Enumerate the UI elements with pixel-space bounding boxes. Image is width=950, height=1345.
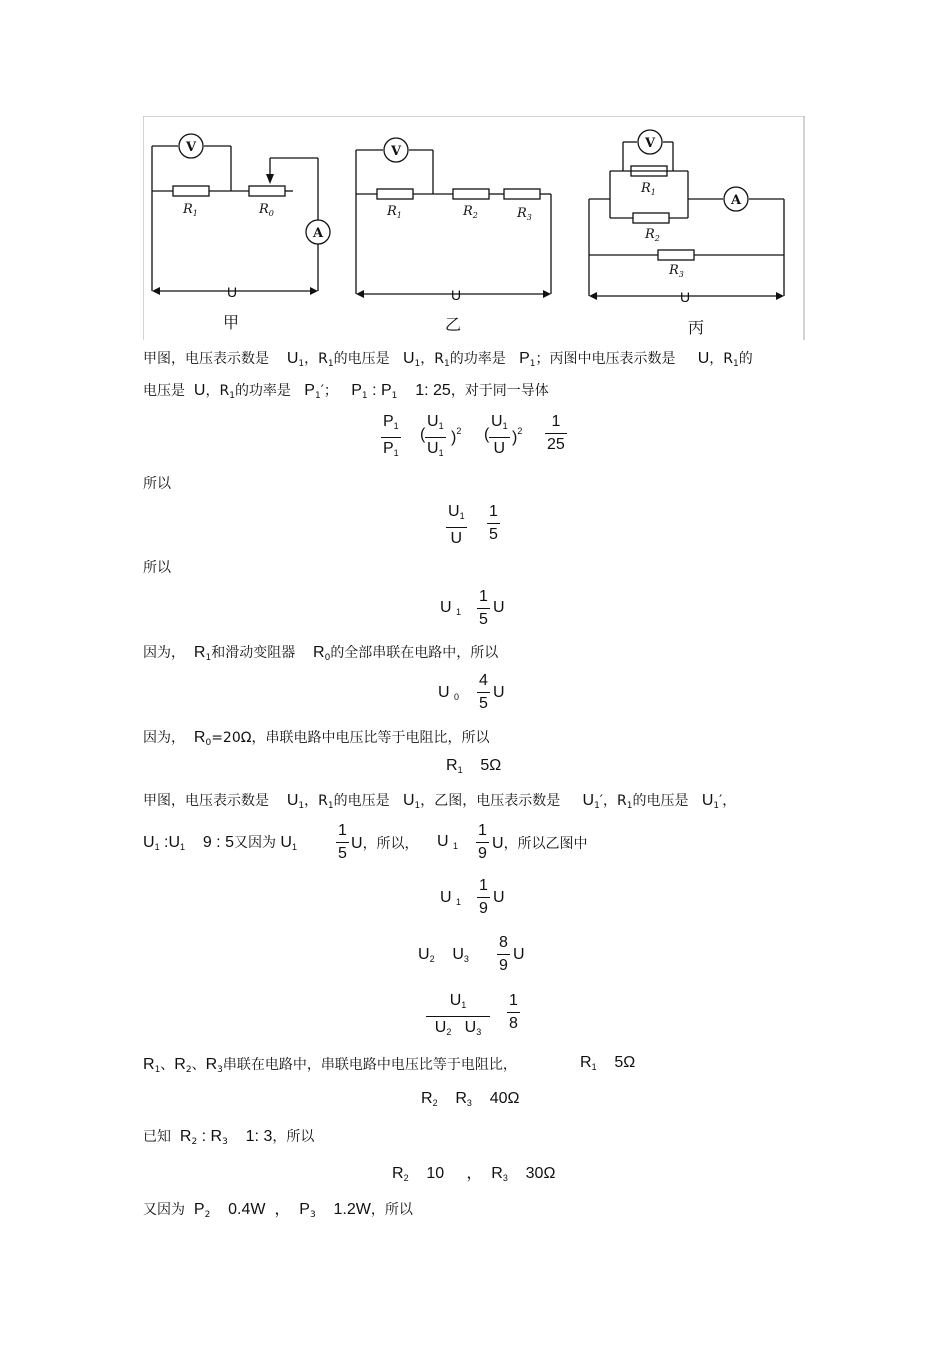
r0-label-jia: $R_0$ — [259, 202, 274, 218]
eq12: $R_2$ 10 ， $R_3$ 30Ω — [392, 1165, 556, 1183]
eq9-frac-right: $\frac{1}{8}$ — [509, 992, 518, 1032]
ammeter-label-jia: A — [312, 226, 324, 241]
eq4-u: U — [493, 684, 505, 701]
eq1-paren-open-2: ( — [484, 426, 490, 443]
eq1-frac-u1-u: $\frac{U_1}{U}$ — [491, 413, 508, 457]
eq1-frac-p: $\frac{P_1}{P_1}$ — [383, 413, 399, 458]
ammeter-label-bing: A — [730, 193, 742, 208]
eq4-left: U $_0$ — [438, 684, 460, 702]
text-suoyi-1: 所以 — [143, 476, 171, 492]
u-label-jia: U — [226, 284, 238, 300]
eq6-u-a: U，所以， — [351, 835, 419, 852]
eq6-u-b: U，所以乙图中 — [492, 835, 588, 852]
r2-label-bing: $R_2$ — [645, 227, 660, 243]
eq10: $R_1$ 5Ω — [580, 1054, 636, 1072]
r1-label-jia: $R_1$ — [183, 202, 198, 218]
eq7-left: U $_1$ — [440, 889, 462, 907]
paragraph-line-1: 甲图，电压表示数是 $U_1$，$R_1$的电压是 $U_1$，$R_1$的功率是 $P_1$；丙图中电压表示数是 U，$R_1$的 — [143, 350, 753, 369]
paragraph-line-jia2: 甲图，电压表示数是 $U_1$，$R_1$的电压是 $U_1$，乙图，电压表示数是 $U_1'$，$R_1$的电压是 $U_1'$， — [143, 792, 737, 811]
eq5: $R_1$ 5Ω — [446, 757, 502, 775]
eq1-paren-open: ( — [420, 426, 426, 443]
eq3-frac: $\frac{1}{5}$ — [479, 588, 488, 628]
label-yi: 乙 — [444, 315, 462, 334]
eq1-paren-close-2: )$^2$ — [512, 426, 523, 446]
text-chuanlian: $R_1$、$R_2$、$R_3$串联在电路中，串联电路中电压比等于电阻比， — [143, 1056, 517, 1075]
text-yinwei-2: 因为， $R_0=20\Omega$，串联电路中电压比等于电阻比，所以 — [143, 729, 490, 748]
eq3-u: U — [493, 599, 505, 616]
r2-label-yi: $R_2$ — [463, 204, 478, 220]
text-suoyi-2: 所以 — [143, 560, 171, 576]
eq7-u: U — [493, 889, 505, 906]
u-label-yi: U — [450, 287, 462, 303]
r1-label-bing: $R_1$ — [641, 181, 656, 197]
eq1-paren-close: )$^2$ — [451, 426, 462, 446]
text-youyin-2: 又因为 $P_2$ 0.4W ， $P_3$ 1.2W，所以 — [143, 1201, 413, 1220]
text-yizhi: 已知 $R_2$ : $R_3$ 1: 3，所以 — [143, 1128, 315, 1147]
circuit-jia — [152, 134, 330, 291]
eq2-frac-right: $\frac{1}{5}$ — [489, 503, 498, 543]
eq8-frac: $\frac{8}{9}$ — [499, 934, 508, 974]
eq1-frac-u1: $\frac{U_1}{U_1}$ — [427, 413, 444, 458]
eq1-frac-result: $\frac{1}{25}$ — [547, 413, 565, 453]
r3-label-bing: $R_3$ — [669, 263, 684, 279]
eq6-frac-b: $\frac{1}{9}$ — [478, 822, 487, 862]
voltmeter-label-bing: V — [644, 136, 656, 151]
voltmeter-label-yi: V — [390, 144, 402, 159]
label-jia: 甲 — [222, 313, 240, 332]
eq9-frac-left: $\frac{U_1}{U_2 U_3}$ — [426, 990, 490, 1043]
eq3-left: U $_1$ — [440, 599, 462, 617]
voltmeter-label-jia: V — [185, 140, 197, 155]
eq8-u: U — [513, 946, 525, 963]
eq6-line: $U_1$ $:U_1$ 9 : 5又因为 $U_1$ — [143, 834, 297, 852]
eq6-frac-a: $\frac{1}{5}$ — [338, 822, 347, 862]
text-yinwei-1: 因为， $R_1$和滑动变阻器 $R_0$的全部串联在电路中，所以 — [143, 644, 499, 663]
r1-label-yi: $R_1$ — [387, 204, 402, 220]
eq8-left: $U_2$ $U_3$ — [418, 946, 469, 964]
label-bing: 丙 — [687, 318, 705, 337]
eq11: $R_2$ $R_3$ 40Ω — [421, 1090, 520, 1108]
eq7-frac: $\frac{1}{9}$ — [479, 877, 488, 917]
eq4-frac: $\frac{4}{5}$ — [479, 672, 488, 712]
circuit-figure — [143, 116, 805, 340]
paragraph-line-2: 电压是 U，$R_1$的功率是 $P_1'$； $P_1$ : $P_1$ 1: 25，对于同一导体 — [143, 382, 549, 401]
u-label-bing: U — [679, 289, 691, 305]
r3-label-yi: $R_3$ — [517, 206, 532, 222]
circuit-bing — [589, 130, 784, 296]
eq6-u1-b: U $_1$ — [437, 833, 459, 851]
eq2-frac-left: $\frac{U_1}{U}$ — [448, 503, 465, 547]
